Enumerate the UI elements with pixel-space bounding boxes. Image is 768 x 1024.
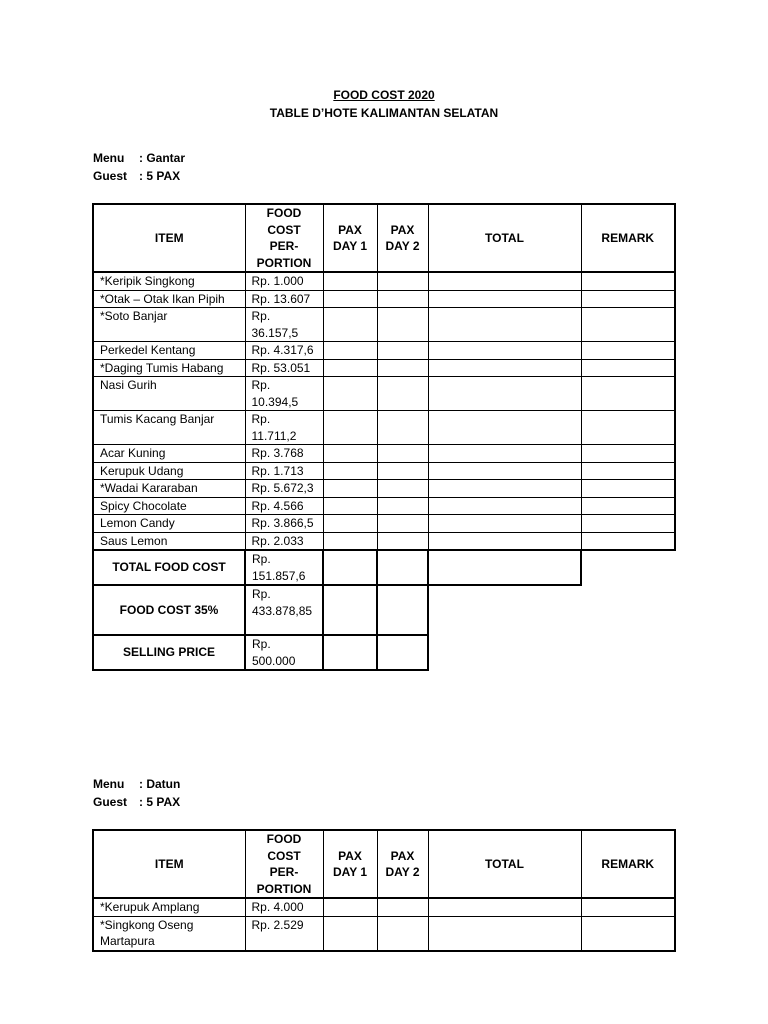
item-name: *Singkong Oseng Martapura: [93, 916, 245, 951]
header-pax-day1: PAX DAY 1: [323, 830, 377, 898]
table-row: [93, 898, 675, 916]
item-name: Spicy Chocolate: [93, 497, 245, 515]
menu1-menu-value: : Gantar: [139, 151, 186, 165]
item-cost: Rp. 4.000: [245, 898, 323, 916]
table-row: [93, 290, 675, 308]
item-cost: Rp. 13.607: [245, 290, 323, 308]
table-row: [93, 445, 675, 463]
document-subtitle: TABLE D’HOTE KALIMANTAN SELATAN: [269, 106, 499, 120]
food-cost-35-value: Rp. 433.878,85: [245, 585, 323, 635]
item-name: Kerupuk Udang: [93, 462, 245, 480]
total-food-cost-row: [93, 550, 675, 585]
header-total: TOTAL: [428, 830, 581, 898]
item-name: *Otak – Otak Ikan Pipih: [93, 290, 245, 308]
header-pax-day2: PAX DAY 2: [377, 830, 428, 898]
item-name: *Wadai Kararaban: [93, 480, 245, 498]
menu1-menu-line: [93, 151, 185, 165]
item-name: Tumis Kacang Banjar: [93, 411, 245, 445]
selling-price-label: SELLING PRICE: [93, 635, 245, 670]
table-row: [93, 411, 675, 445]
item-cost: Rp. 3.866,5: [245, 515, 323, 533]
menu2-guest-line: [93, 795, 180, 809]
menu1-guest-line: [93, 169, 180, 183]
item-cost: Rp. 53.051: [245, 359, 323, 377]
header-food-cost: FOOD COST PER-PORTION: [245, 830, 323, 898]
menu1-guest-key: Guest: [93, 169, 128, 183]
table-row: [93, 480, 675, 498]
item-cost: Rp. 1.713: [245, 462, 323, 480]
menu2-guest-key: Guest: [93, 795, 128, 809]
item-cost: Rp. 3.768: [245, 445, 323, 463]
item-name: *Soto Banjar: [93, 308, 245, 342]
menu2-header-row: [93, 830, 675, 898]
header-pax-day1: PAX DAY 1: [323, 204, 377, 272]
table-row: [93, 342, 675, 360]
food-cost-35-row: [93, 585, 675, 635]
item-cost: Rp. 36.157,5: [245, 308, 323, 342]
table-row: [93, 916, 675, 951]
item-cost: Rp. 4.566: [245, 497, 323, 515]
item-cost: Rp. 5.672,3: [245, 480, 323, 498]
item-name: Lemon Candy: [93, 515, 245, 533]
menu1-guest-value: : 5 PAX: [139, 169, 181, 183]
selling-price-value: Rp. 500.000: [245, 635, 323, 670]
item-cost: Rp. 1.000: [245, 272, 323, 290]
item-name: *Daging Tumis Habang: [93, 359, 245, 377]
header-total: TOTAL: [428, 204, 581, 272]
item-name: Acar Kuning: [93, 445, 245, 463]
menu1-menu-key: Menu: [93, 151, 125, 165]
item-name: Saus Lemon: [93, 532, 245, 550]
item-name: *Kerupuk Amplang: [93, 898, 245, 916]
item-cost: Rp. 10.394,5: [245, 377, 323, 411]
table-row: [93, 272, 675, 290]
menu2-menu-value: : Datun: [139, 777, 181, 791]
table-row: [93, 515, 675, 533]
item-cost: Rp. 2.529: [245, 916, 323, 951]
item-name: *Keripik Singkong: [93, 272, 245, 290]
table-row: [93, 308, 675, 342]
header-remark: REMARK: [581, 830, 675, 898]
menu2-menu-key: Menu: [93, 777, 125, 791]
header-pax-day2: PAX DAY 2: [377, 204, 428, 272]
header-food-cost: FOOD COST PER-PORTION: [245, 204, 323, 272]
table-row: [93, 497, 675, 515]
menu2-guest-value: : 5 PAX: [139, 795, 181, 809]
item-name: Perkedel Kentang: [93, 342, 245, 360]
table-row: [93, 377, 675, 411]
menu2-menu-line: [93, 777, 180, 791]
table-row: [93, 359, 675, 377]
table-row: [93, 462, 675, 480]
item-cost: Rp. 4.317,6: [245, 342, 323, 360]
item-cost: Rp. 2.033: [245, 532, 323, 550]
total-food-cost-label: TOTAL FOOD COST: [93, 550, 245, 585]
food-cost-35-label: FOOD COST 35%: [93, 585, 245, 635]
menu1-cost-table: [92, 203, 676, 671]
document-title: FOOD COST 2020: [333, 88, 435, 102]
table-row: [93, 532, 675, 550]
header-item: ITEM: [93, 204, 245, 272]
selling-price-row: [93, 635, 675, 670]
header-item: ITEM: [93, 830, 245, 898]
item-cost: Rp. 11.711,2: [245, 411, 323, 445]
header-remark: REMARK: [581, 204, 675, 272]
menu2-cost-table: [92, 829, 676, 952]
total-food-cost-value: Rp. 151.857,6: [245, 550, 323, 585]
menu1-header-row: [93, 204, 675, 272]
total-food-cost-total-cell: [428, 550, 581, 585]
item-name: Nasi Gurih: [93, 377, 245, 411]
